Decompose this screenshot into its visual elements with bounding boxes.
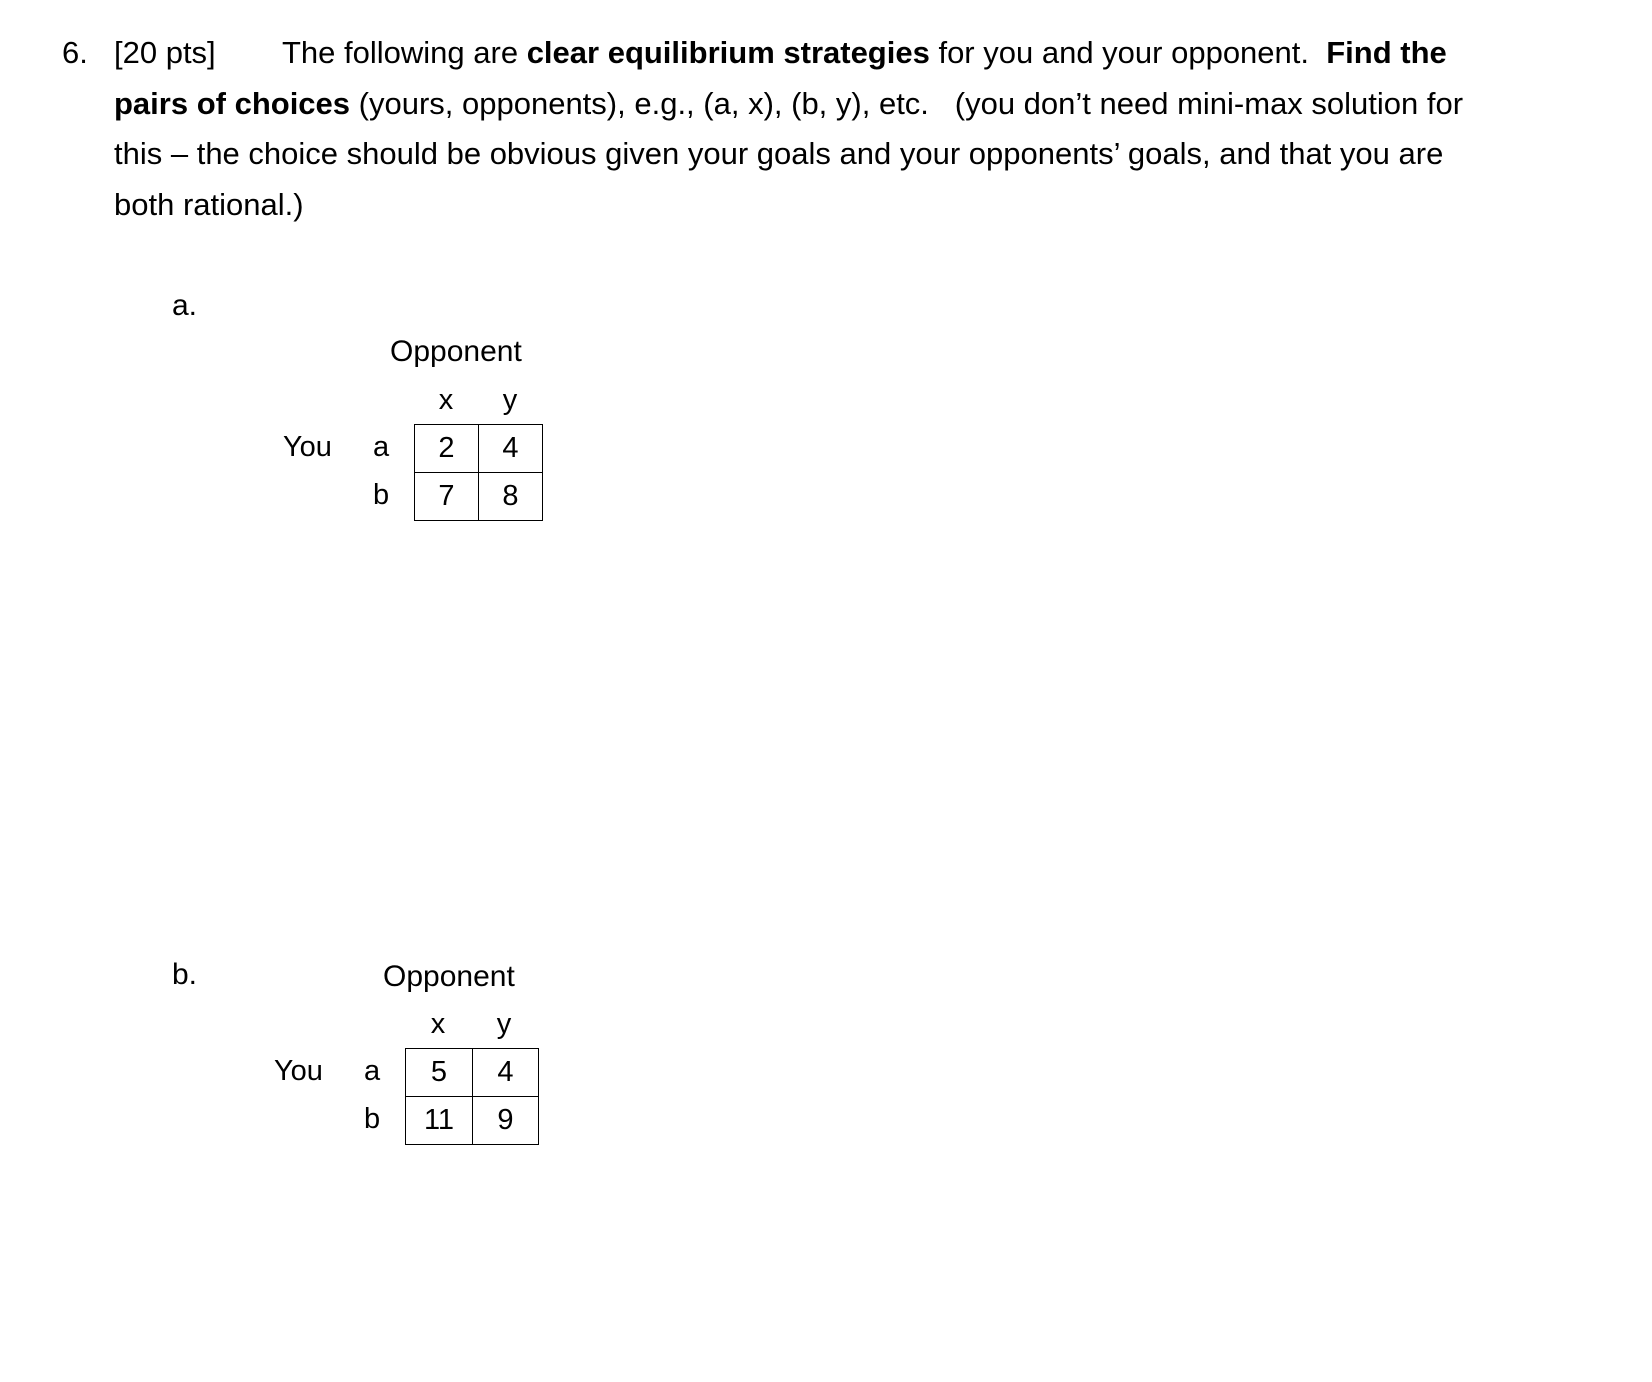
payoff-cell: 4	[479, 425, 543, 473]
you-label: You	[283, 431, 332, 463]
payoff-cell: 9	[473, 1097, 539, 1145]
question-text: this – the choice should be obvious given your goals and your opponents’ goals, and that you are	[114, 136, 1444, 171]
part-label: b.	[172, 958, 198, 991]
column-label: y	[496, 1008, 512, 1040]
question-emphasis: clear equilibrium strategies	[526, 35, 930, 70]
payoff-cell: 4	[473, 1049, 539, 1097]
question-emphasis: Find the	[1326, 35, 1447, 70]
payoff-row	[415, 473, 543, 521]
payoff-cell: 5	[406, 1049, 473, 1097]
you-label: You	[274, 1055, 323, 1087]
question-text: (yours, opponents), e.g., (a, x), (b, y), etc. (you don’t need mini-max solution for	[350, 85, 1464, 121]
question-text: for you and your opponent.	[929, 35, 1327, 70]
row-label: b	[364, 1103, 381, 1135]
row-label: a	[373, 431, 390, 463]
question-points: [20 pts]	[114, 35, 216, 70]
question-line-4	[62, 180, 1562, 231]
payoff-matrix	[405, 1048, 539, 1145]
opponent-label: Opponent	[383, 960, 515, 993]
payoff-row	[406, 1097, 539, 1145]
row-label: a	[364, 1055, 381, 1087]
question-emphasis: pairs of choices	[114, 85, 351, 121]
column-label: y	[502, 384, 518, 416]
payoff-cell: 11	[406, 1097, 473, 1145]
payoff-cell: 8	[479, 473, 543, 521]
question-line-1	[62, 28, 1562, 79]
opponent-label: Opponent	[390, 335, 522, 368]
part-label: a.	[172, 289, 198, 322]
question-number: 6.	[62, 35, 88, 70]
column-label: x	[438, 384, 454, 416]
column-label: x	[430, 1008, 446, 1040]
question-text: The following are	[282, 35, 527, 70]
payoff-row	[406, 1049, 539, 1097]
payoff-matrix	[414, 424, 543, 521]
question-line-2	[62, 79, 1562, 130]
payoff-cell: 7	[415, 473, 479, 521]
question-text-block	[62, 28, 1562, 230]
payoff-cell: 2	[415, 425, 479, 473]
question-text: both rational.)	[114, 186, 304, 222]
payoff-row	[415, 425, 543, 473]
row-label: b	[373, 479, 390, 511]
question-line-3	[62, 129, 1562, 180]
